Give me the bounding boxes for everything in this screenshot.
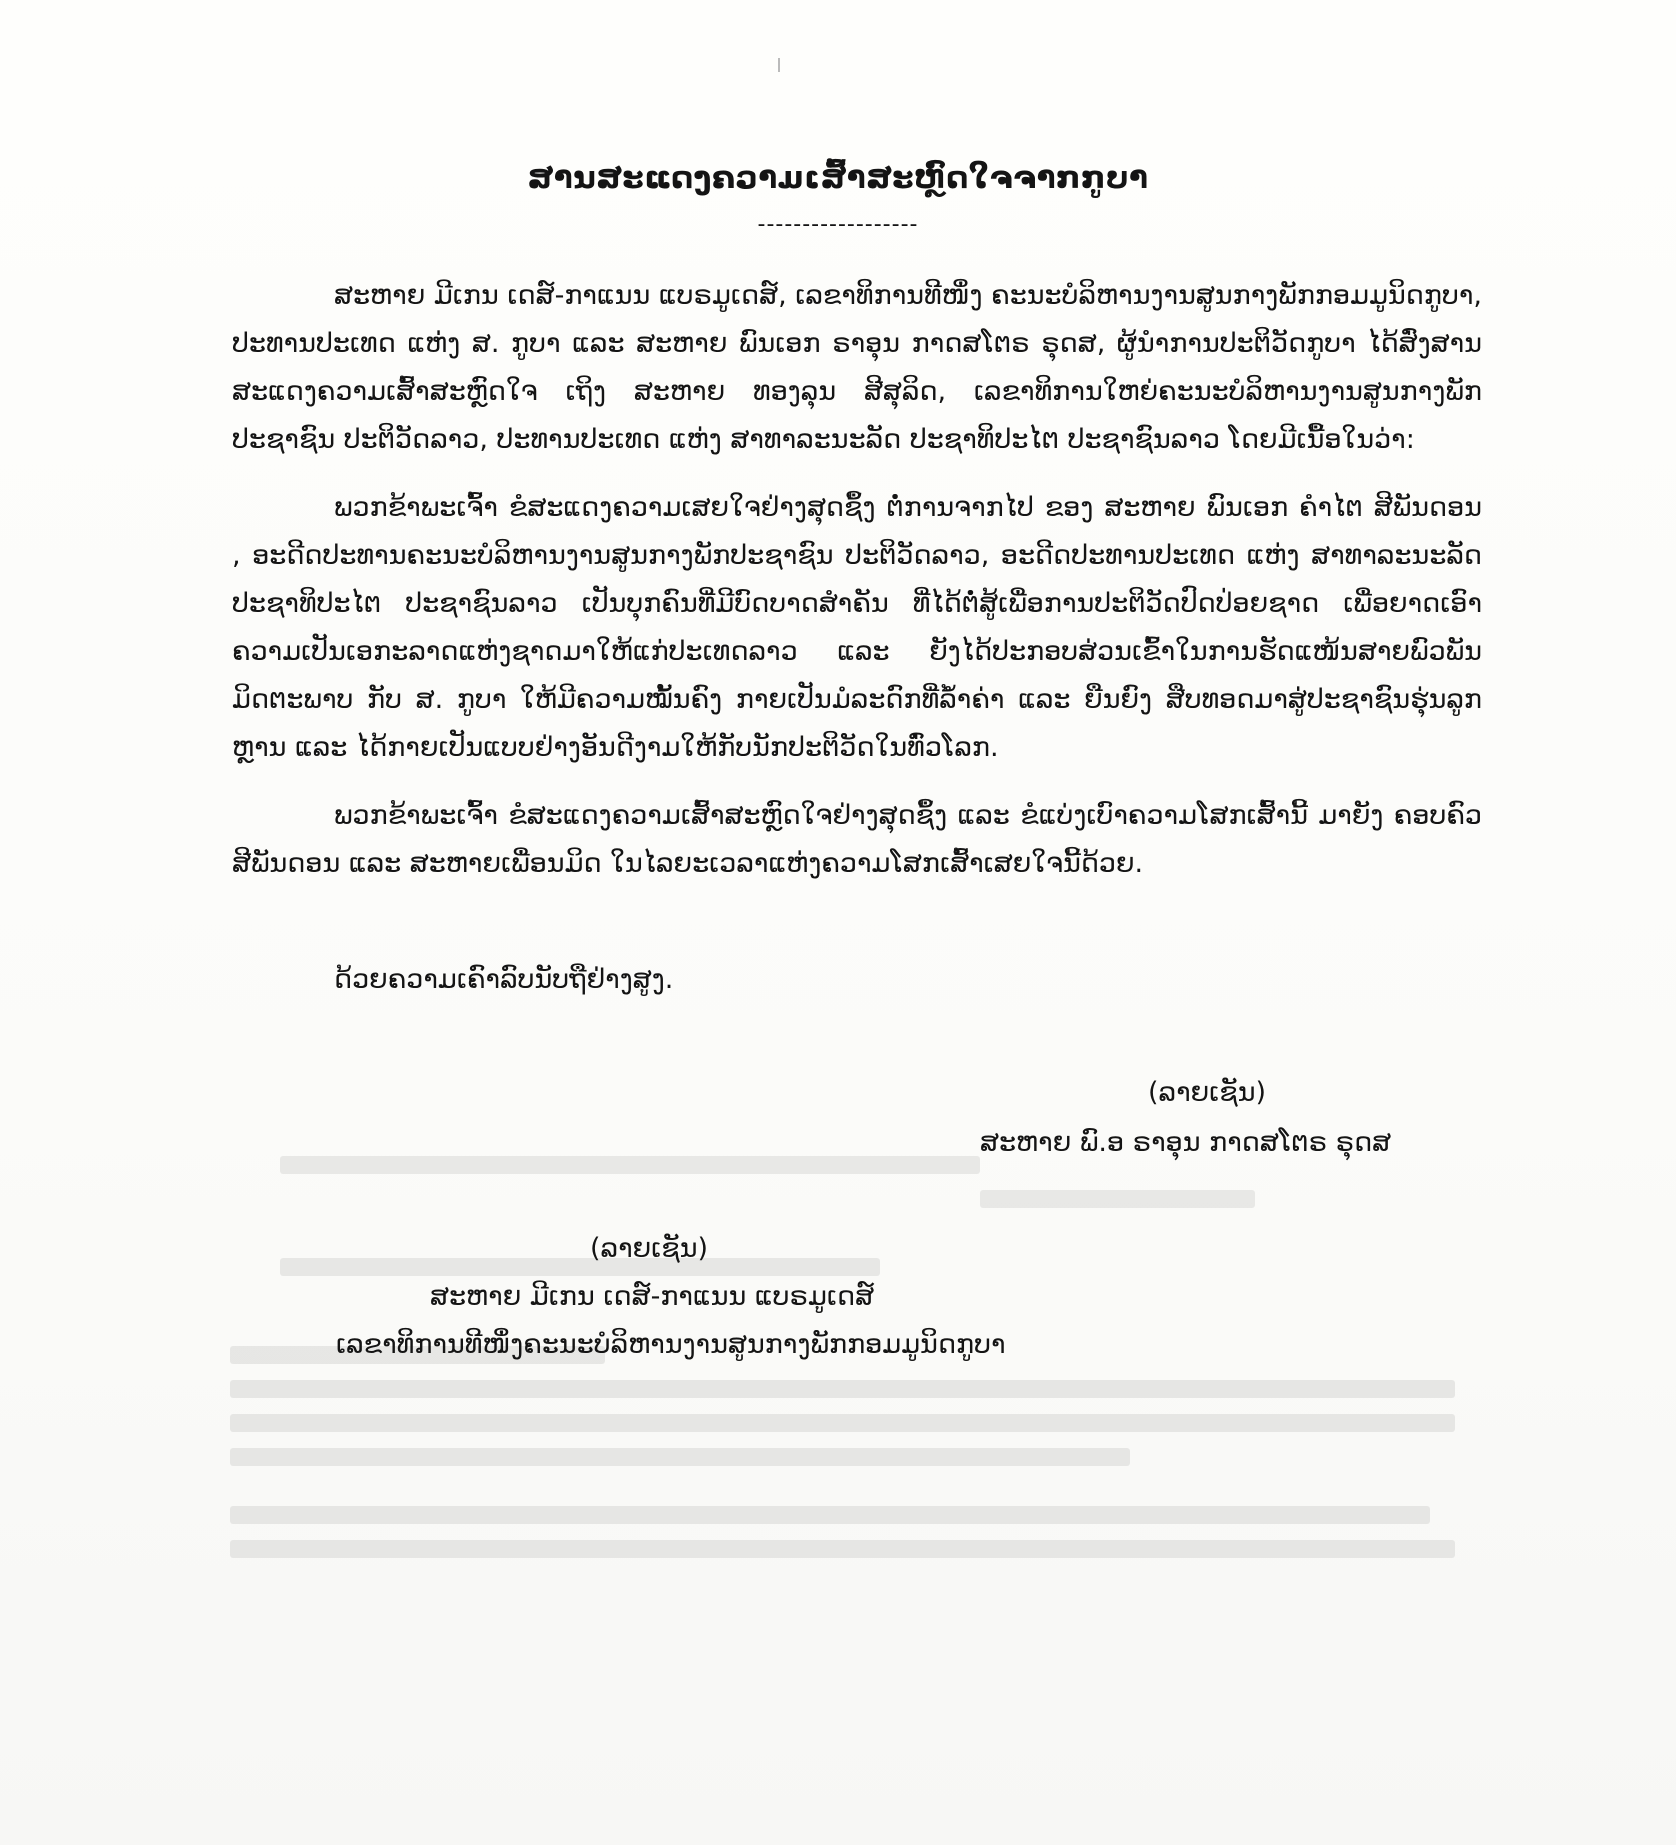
signatory-position: ເລຂາທິການທີໜຶ່ງຄະນະບໍລິຫານງານສູນກາງພັກກອມມູນິດກູບາ: [336, 1329, 1006, 1360]
closing-line: ດ້ວຍຄວາມເຄົາລົບນັບຖືຢ່າງສູງ.: [334, 964, 674, 995]
title-underline: ------------------: [757, 212, 919, 237]
scan-mark: [778, 58, 780, 72]
document-body: [232, 272, 1482, 908]
document-title: ສານສະແດງຄວາມເສົ້າສະຫຼົດໃຈຈາກກູບາ: [527, 160, 1149, 196]
signature-label: (ລາຍເຊັນ): [1148, 1077, 1267, 1108]
signatory-name: ສະຫາຍ ພົ.ອ ຣາອຸນ ກາດສໂຕຣ ຣຸດສ: [980, 1127, 1392, 1158]
signatory-name: ສະຫາຍ ມີເກນ ເດສ໌-ກາແນນ ແບຣມູເດສ໌: [430, 1281, 875, 1312]
signature-block-raul: [980, 1068, 1460, 1168]
paragraph-sympathy: ພວກຂ້າພະເຈົ້າ ຂໍສະແດງຄວາມເສົ້າສະຫຼົດໃຈຢ່າງສຸດຊຶ້ງ ແລະ ຂໍແບ່ງເບົາຄວາມໂສກເສົ້ານີ້ ມາຍັງ ຄອບຄົວສີພັນດອນ ແລະ ສະຫາຍເພື່ອນມິດ ໃນໄລຍະເວລາແຫ່ງຄວາມໂສກເສົ້າເສຍໃຈນີ້ດ້ວຍ.: [232, 800, 1482, 879]
signature-label: (ລາຍເຊັນ): [590, 1233, 709, 1264]
paragraph-intro: ສະຫາຍ ມີເກນ ເດສ໌-ກາແນນ ແບຣມູເດສ໌, ເລຂາທິການທີໜຶ່ງ ຄະນະບໍລິຫານງານສູນກາງພັກກອມມູນິດກູບາ, ປະທານປະເທດ ແຫ່ງ ສ. ກູບາ ແລະ ສະຫາຍ ພົນເອກ ຣາອຸນ ກາດສໂຕຣ ຣຸດສ, ຜູ້ນໍາການປະຕິວັດກູບາ ໄດ້ສົ່ງສານສະແດງຄວາມເສົ້າສະຫຼົດໃຈ ເຖິງ ສະຫາຍ ທອງລຸນ ສີສຸລິດ, ເລຂາທິການໃຫຍ່ຄະນະບໍລິຫານງານສູນກາງພັກປະຊາຊົນ ປະຕິວັດລາວ, ປະທານປະເທດ ແຫ່ງ ສາທາລະນະລັດ ປະຊາທິປະໄຕ ປະຊາຊົນລາວ ໂດຍມີເນື້ອໃນວ່າ:: [232, 280, 1482, 455]
signature-block-diaz-canel: [300, 1225, 1120, 1369]
paragraph-condolence: ພວກຂ້າພະເຈົ້າ ຂໍສະແດງຄວາມເສຍໃຈຢ່າງສຸດຊຶ້ງ ຕໍ່ການຈາກໄປ ຂອງ ສະຫາຍ ພົນເອກ ຄໍາໄຕ ສີພັນດອນ , ອະດີດປະທານຄະນະບໍລິຫານງານສູນກາງພັກປະຊາຊົນ ປະຕິວັດລາວ, ອະດີດປະທານປະເທດ ແຫ່ງ ສາທາລະນະລັດ ປະຊາທິປະໄຕ ປະຊາຊົນລາວ ເປັນບຸກຄົນທີ່ມີບົດບາດສໍາຄັນ ທີ່ໄດ້ຕໍ່ສູ້ເພື່ອການປະຕິວັດປົດປ່ອຍຊາດ ເພື່ອຍາດເອົາຄວາມເປັນເອກະລາດແຫ່ງຊາດມາໃຫ້ແກ່ປະເທດລາວ ແລະ ຍັງໄດ້ປະກອບສ່ວນເຂົ້າໃນການຮັດແໜ້ນສາຍພົວພັນມິດຕະພາບ ກັບ ສ. ກູບາ ໃຫ້ມີຄວາມໝັ້ນຄົງ ກາຍເປັນມໍລະດົກທີ່ລໍ້າຄ່າ ແລະ ຍືນຍົງ ສືບທອດມາສູ່ປະຊາຊົນຮຸ່ນລູກຫຼານ ແລະ ໄດ້ກາຍເປັນແບບຢ່າງອັນດີງາມໃຫ້ກັບນັກປະຕິວັດໃນທົ່ວໂລກ.: [232, 492, 1482, 763]
